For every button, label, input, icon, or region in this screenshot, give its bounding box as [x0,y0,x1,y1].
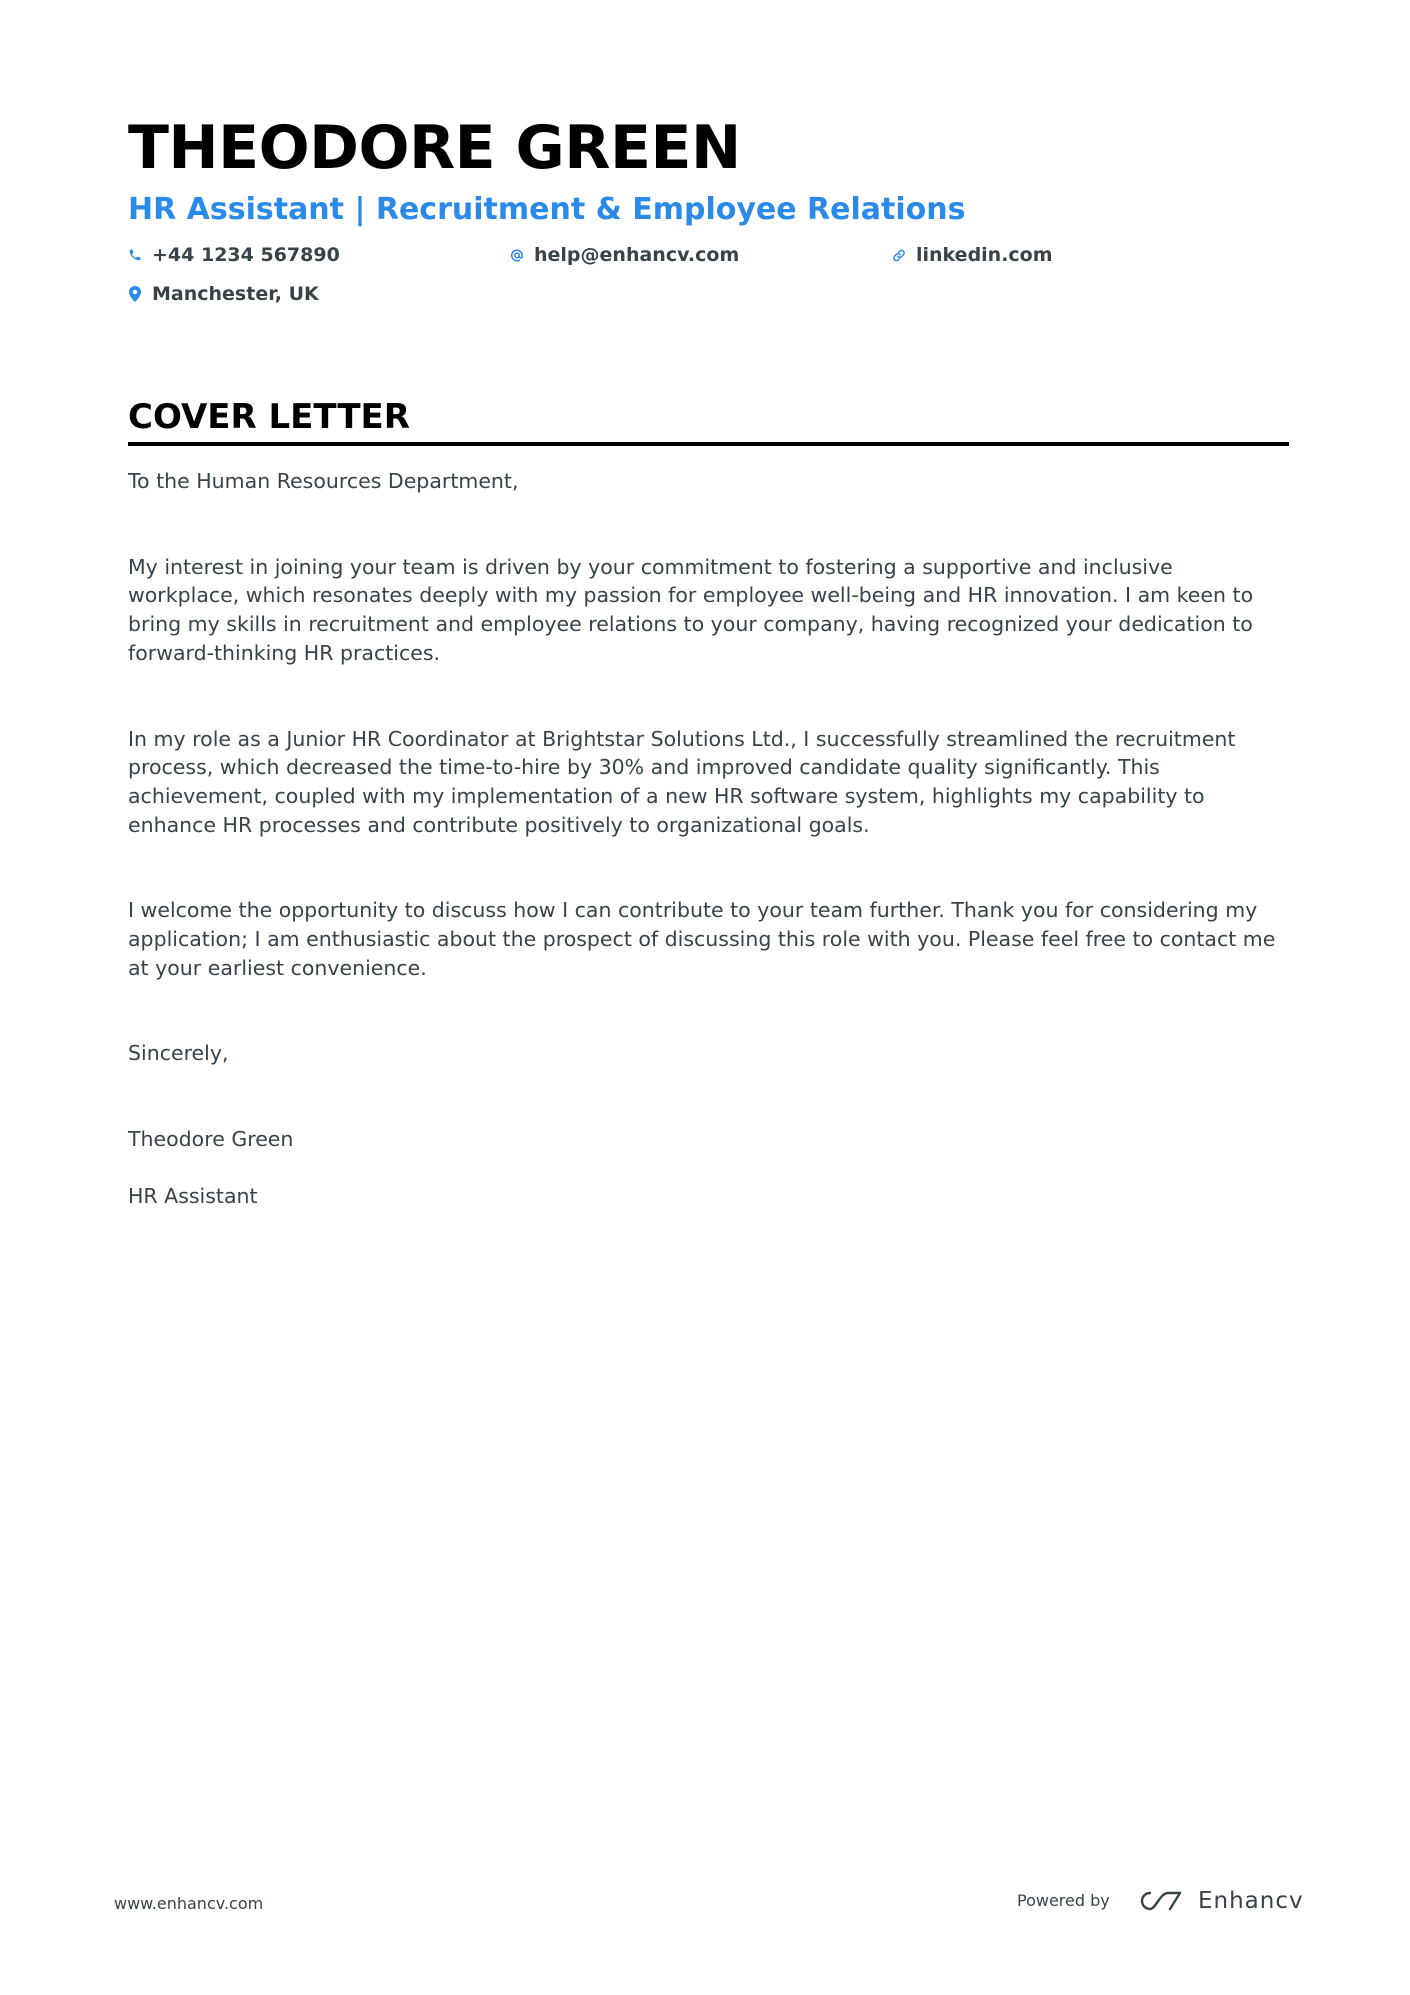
footer-url[interactable]: www.enhancv.com [114,1894,264,1913]
at-icon [510,246,524,264]
candidate-headline: HR Assistant | Recruitment & Employee Relations [128,192,966,227]
link-icon [892,246,906,264]
enhancv-brand[interactable] [1138,1884,1304,1918]
contact-email [510,241,739,269]
letter-body [128,467,1289,1211]
map-pin-icon [128,285,142,303]
letter-salutation: To the Human Resources Department, [128,469,519,493]
enhancv-logo-icon [1138,1889,1184,1913]
contact-email-text[interactable]: help@enhancv.com [534,244,740,266]
letter-paragraph: In my role as a Junior HR Coordinator at Brightstar Solutions Ltd., I successfully streamlined the recruitment process, which decreased the time-to-hire by 30% and improved candidate quality significantly. This achievement, coupled with my implementation of a new HR software system, highlights my capability to enhance HR processes and contribute positively to organizational goals. [128,726,1236,837]
powered-by-label: Powered by [1017,1891,1110,1910]
phone-icon [128,246,142,264]
contact-phone-text: +44 1234 567890 [152,244,340,266]
letter-paragraph: I welcome the opportunity to discuss how I can contribute to your team further. Thank you for considering my application; I am enthusiastic about the prospect of discussing this role with you. Please feel free to contact me at your earliest convenience. [128,898,1276,980]
signature-title: HR Assistant [128,1183,258,1208]
brand-name: Enhancv [1198,1888,1304,1914]
contact-location-text: Manchester, UK [152,283,319,305]
section-title-cover-letter: COVER LETTER [128,392,1289,446]
contact-phone [128,241,340,269]
contact-linkedin-text[interactable]: linkedin.com [916,244,1053,266]
contact-linkedin [892,241,1053,269]
signature-name: Theodore Green [128,1127,294,1152]
contact-location [128,280,319,308]
letter-closing: Sincerely, [128,1041,229,1066]
candidate-name: THEODORE GREEN [128,113,741,183]
letter-paragraph: My interest in joining your team is driven by your commitment to fostering a supportive and inclusive workplace, which resonates deeply with my passion for employee well-being and HR innovation. I am keen to bring my skills in recruitment and employee relations to your company, having recognized your dedication to forward-thinking HR practices. [128,554,1254,665]
